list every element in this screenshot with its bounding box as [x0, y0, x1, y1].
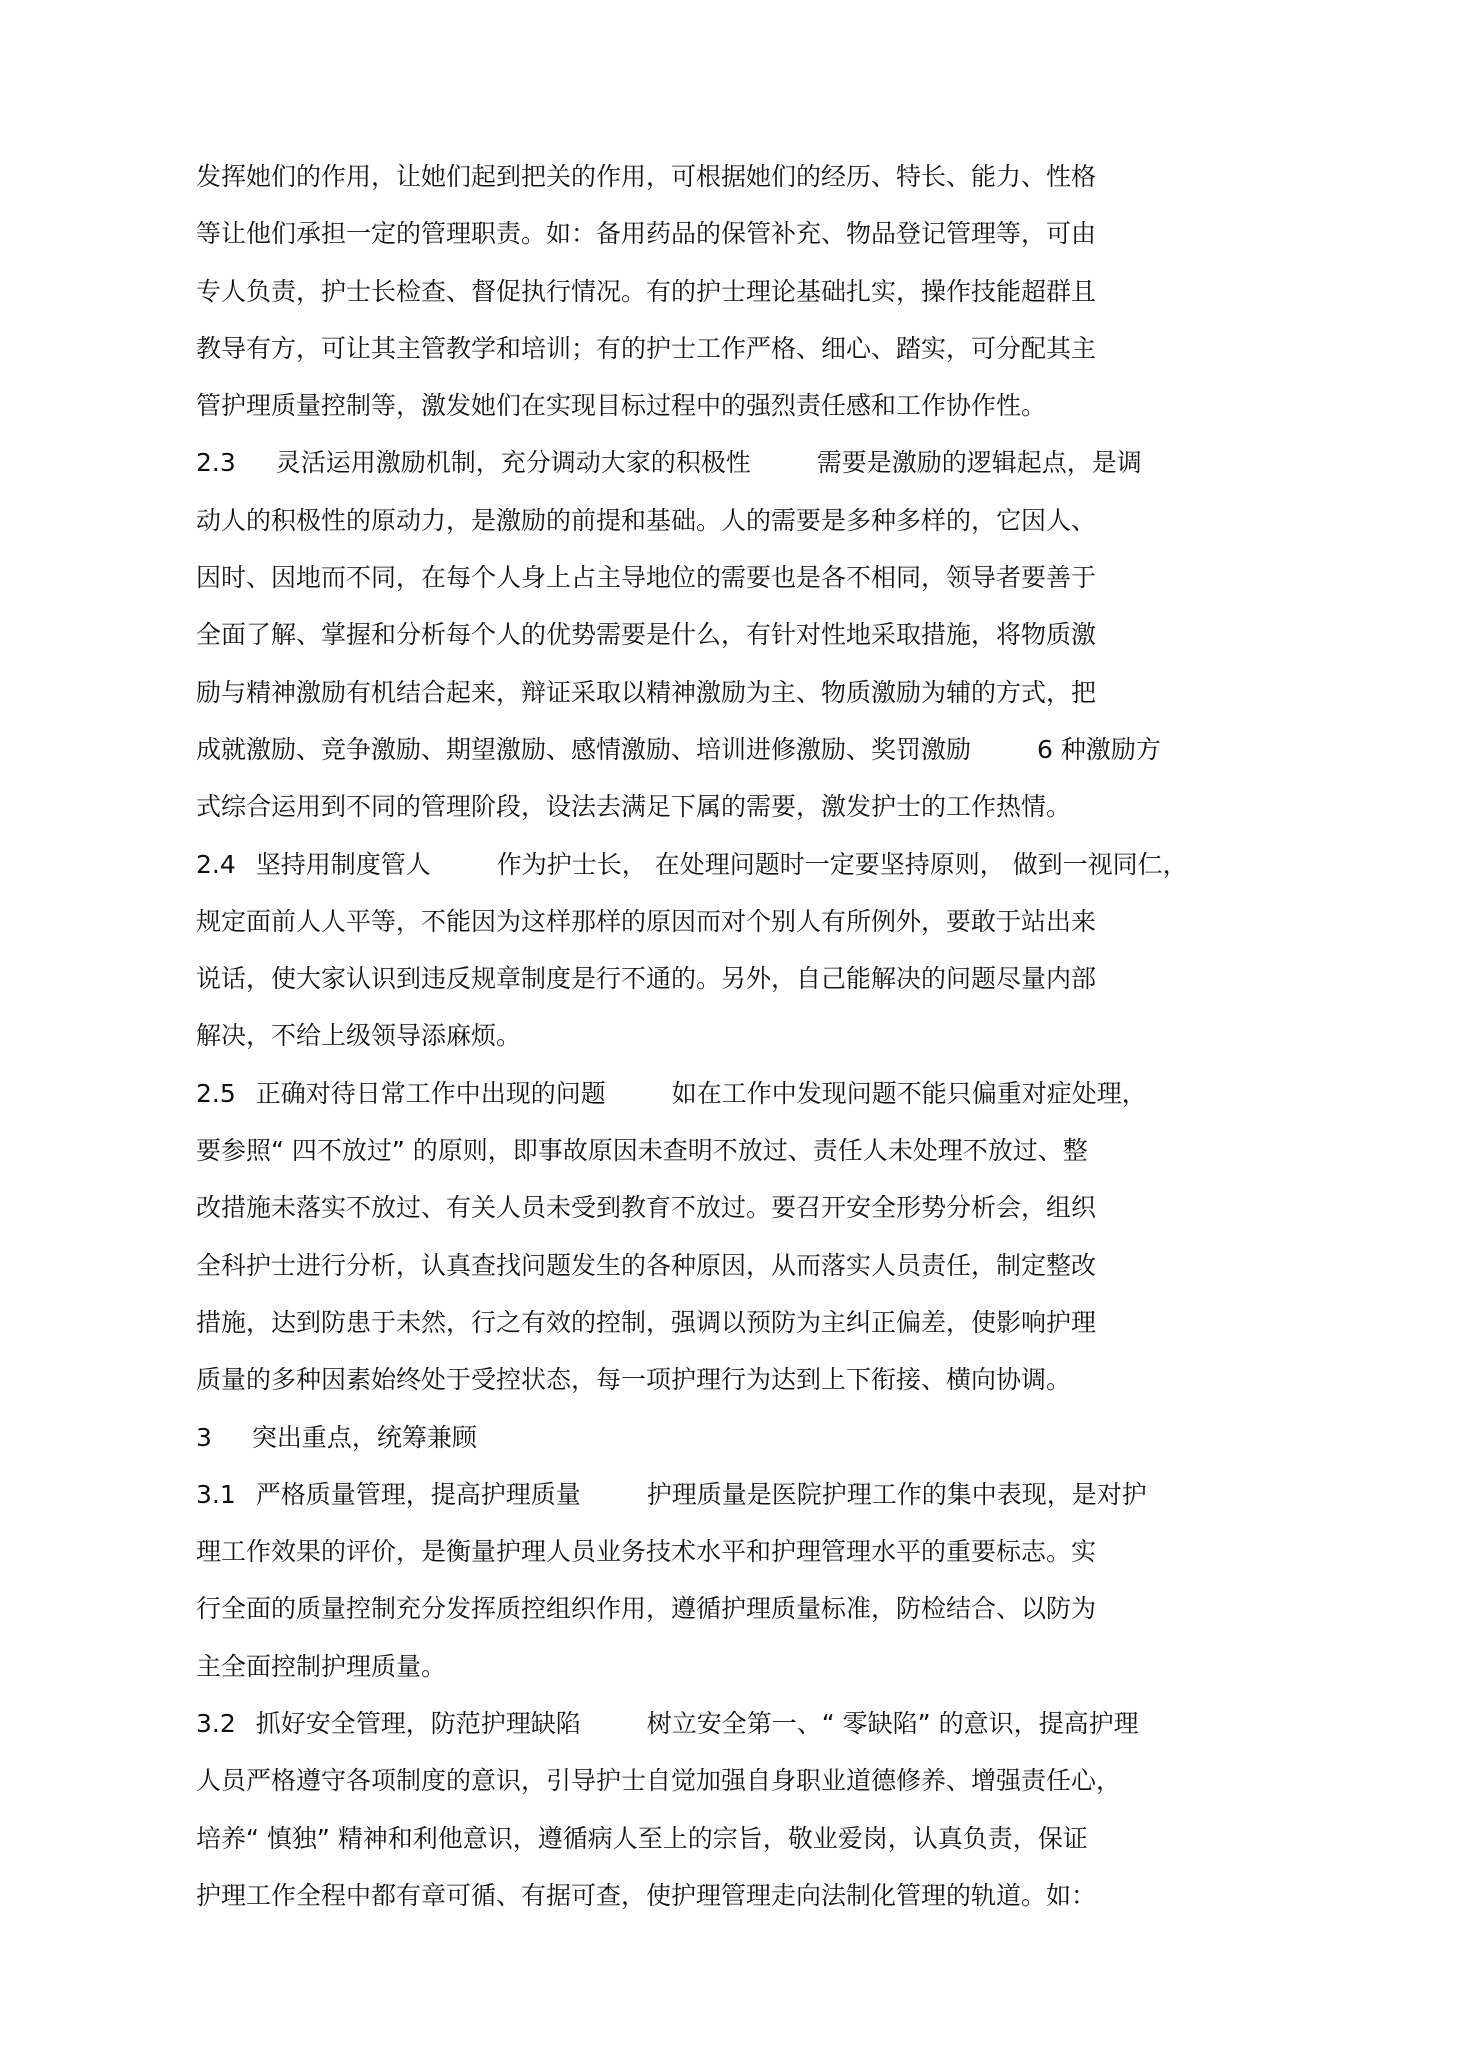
section-title: 严格质量管理，提高护理质量 — [255, 1479, 581, 1509]
section-title: 灵活运用激励机制，充分调动大家的积极性 — [275, 448, 751, 478]
body-text — [196, 148, 1286, 1924]
section-number: 3.2 — [196, 1709, 236, 1739]
text-line — [196, 721, 1286, 778]
text-line: 人员严格遵守各项制度的意识，引导护士自觉加强自身职业道德修养、增强责任心， — [196, 1766, 1122, 1796]
text-line: 理工作效果的评价，是衡量护理人员业务技术水平和护理管理水平的重要标志。实 — [196, 1537, 1097, 1567]
section-body: 如在工作中发现问题不能只偏重对症处理， — [671, 1078, 1147, 1108]
section-body: 护理质量是医院护理工作的集中表现，是对护 — [646, 1479, 1147, 1509]
section-heading-3-1 — [196, 1466, 1286, 1523]
text-line: 说话，使大家认识到违反规章制度是行不通的。另外，自己能解决的问题尽量内部 — [196, 964, 1097, 994]
section-heading-2-3 — [196, 434, 1286, 491]
section-title: 坚持用制度管人 — [255, 849, 431, 879]
text-line: 改措施未落实不放过、有关人员未受到教育不放过。要召开安全形势分析会，组织 — [196, 1193, 1097, 1223]
section-heading-2-4 — [196, 836, 1286, 893]
section-title: 正确对待日常工作中出现的问题 — [255, 1078, 606, 1108]
text-line: 因时、因地而不同，在每个人身上占主导地位的需要也是各不相同，领导者要善于 — [196, 563, 1097, 593]
text-line: 教导有方，可让其主管教学和培训；有的护士工作严格、细心、踏实，可分配其主 — [196, 333, 1097, 363]
text-line: 管护理质量控制等，激发她们在实现目标过程中的强烈责任感和工作协作性。 — [196, 391, 1047, 421]
section-body: 作为护士长， 在处理问题时一定要坚持原则， 做到一视同仁， — [496, 849, 1188, 879]
text-line: 式综合运用到不同的管理阶段，设法去满足下属的需要，激发护士的工作热情。 — [196, 792, 1072, 822]
text-line: 专人负责，护士长检查、督促执行情况。有的护士理论基础扎实，操作技能超群且 — [196, 276, 1097, 306]
section-body: 需要是激励的逻辑起点，是调 — [816, 448, 1142, 478]
text-line: 发挥她们的作用，让她们起到把关的作用，可根据她们的经历、特长、能力、性格 — [196, 162, 1097, 191]
text-line: 培养“ 慎独” 精神和利他意识，遵循病人至上的宗旨，敬业爱岗，认真负责，保证 — [196, 1823, 1088, 1853]
text-line: 全科护士进行分析，认真查找问题发生的各种原因，从而落实人员责任，制定整改 — [196, 1250, 1097, 1280]
text-line: 全面了解、掌握和分析每个人的优势需要是什么，有针对性地采取措施，将物质激 — [196, 620, 1097, 650]
text-line: 等让他们承担一定的管理职责。如：备用药品的保管补充、物品登记管理等，可由 — [196, 219, 1097, 249]
section-title: 抓好安全管理，防范护理缺陷 — [255, 1709, 581, 1739]
text-line: 解决，不给上级领导添麻烦。 — [196, 1021, 522, 1051]
text-segment: 成就激励、竞争激励、期望激励、感情激励、培训进修激励、奖罚激励 — [196, 734, 972, 764]
section-heading-3 — [196, 1409, 1286, 1466]
section-number: 3.1 — [196, 1479, 236, 1509]
section-heading-3-2 — [196, 1695, 1286, 1752]
text-line: 励与精神激励有机结合起来，辩证采取以精神激励为主、物质激励为辅的方式，把 — [196, 677, 1097, 707]
text-line: 质量的多种因素始终处于受控状态，每一项护理行为达到上下衔接、横向协调。 — [196, 1365, 1072, 1395]
section-number: 2.5 — [196, 1078, 236, 1108]
section-body: 树立安全第一、“ 零缺陷” 的意识，提高护理 — [646, 1709, 1139, 1739]
text-line: 护理工作全程中都有章可循、有据可查，使护理管理走向法制化管理的轨道。如： — [196, 1880, 1097, 1910]
text-segment: 6 种激励方 — [1037, 734, 1161, 764]
section-number: 3 — [196, 1422, 212, 1452]
text-line: 规定面前人人平等，不能因为这样那样的原因而对个别人有所例外，要敢于站出来 — [196, 906, 1097, 936]
text-line: 措施，达到防患于未然，行之有效的控制，强调以预防为主纠正偏差，使影响护理 — [196, 1307, 1097, 1337]
text-line: 要参照“ 四不放过” 的原则，即事故原因未查明不放过、责任人未处理不放过、整 — [196, 1136, 1088, 1166]
text-line: 主全面控制护理质量。 — [196, 1651, 447, 1681]
section-number: 2.3 — [196, 448, 236, 478]
section-heading-2-5 — [196, 1065, 1286, 1122]
text-line: 行全面的质量控制充分发挥质控组织作用，遵循护理质量标准，防检结合、以防为 — [196, 1594, 1097, 1624]
section-title: 突出重点，统筹兼顾 — [251, 1422, 477, 1452]
text-line: 动人的积极性的原动力，是激励的前提和基础。人的需要是多种多样的，它因人、 — [196, 505, 1097, 535]
section-number: 2.4 — [196, 849, 236, 879]
